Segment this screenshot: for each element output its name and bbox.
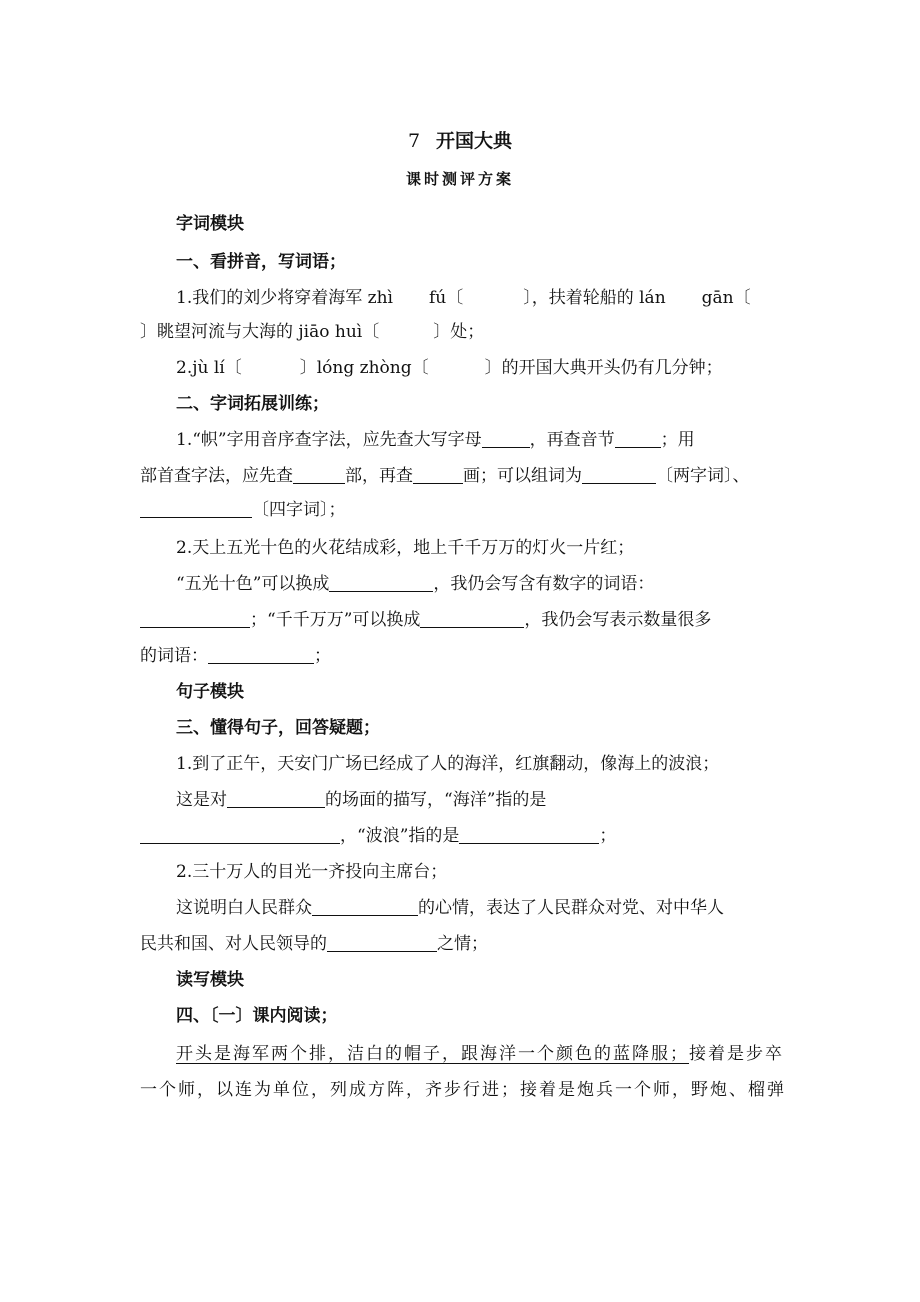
q3-item1-line1: 1.到了正午，天安门广场已经成了人的海洋，红旗翻动，像海上的波浪； [176,754,720,774]
q2-item2-line4: 的词语： ； [140,646,331,666]
q1-item1-line2: 〕眺望河流与大海的 jiāo huì〔 〕处； [140,322,485,342]
lesson-number: 7 [407,130,421,152]
answer-blank[interactable] [293,465,345,484]
q3-item2-line1: 2.三十万人的目光一齐投向主席台； [176,862,448,882]
answer-blank[interactable] [140,825,340,844]
q1-item1-line1: 1.我们的刘少将穿着海军 zhì fú〔 〕，扶着轮船的 lán gān〔 [176,288,751,308]
answer-blank[interactable] [327,933,437,952]
answer-blank[interactable] [582,465,656,484]
answer-blank[interactable] [459,825,599,844]
q3-item1-line3: ，“波浪”指的是 ； [140,824,780,848]
question-4-label: 四、〔一〕课内阅读； [176,1006,338,1026]
question-3-label: 三、懂得句子，回答疑题； [176,718,380,738]
answer-blank[interactable] [615,429,661,448]
passage-line2: 一个师，以连为单位，列成方阵，齐步行进；接着是炮兵一个师，野炮、榴弹 [140,1080,786,1100]
q2-item2-line2: “五光十色”可以换成 ，我仍会写含有数字的词语： [176,574,655,594]
question-1-label: 一、看拼音，写词语； [176,252,346,272]
answer-blank[interactable] [329,573,433,592]
module-heading-vocab: 字词模块 [176,214,244,234]
question-2-label: 二、字词拓展训练； [176,394,329,414]
q2-item2-line3: ；“千千万万”可以换成 ，我仍会写表示数量很多 [140,608,780,632]
answer-blank[interactable] [208,645,314,664]
answer-blank[interactable] [312,897,418,916]
lesson-title [0,126,920,153]
passage-underlined-sentence: 开头是海军两个排，洁白的帽子，跟海洋一个颜色的蓝降服； [176,1044,689,1064]
answer-blank[interactable] [227,789,325,808]
answer-blank[interactable] [413,465,463,484]
passage-line1: 开头是海军两个排，洁白的帽子，跟海洋一个颜色的蓝降服；接着是步卒 [176,1044,784,1064]
answer-blank[interactable] [140,609,250,628]
q2-item1-line3: 〔四字词〕； [140,498,780,522]
lesson-title-text: 开国大典 [436,130,513,152]
q2-item1-line2: 部首查字法，应先查 部，再查 画；可以组词为 〔两字词〕、 [140,466,750,486]
subtitle: 课时测评方案 [405,170,514,188]
q2-item2-line1: 2.天上五光十色的火花结成彩，地上千千万万的灯火一片红； [176,538,635,558]
q2-item1-line1: 1.“帜”字用音序查字法，应先查大写字母 ，再查音节 ；用 [176,430,695,450]
q3-item2-line2: 这说明白人民群众 的心情，表达了人民群众对党、对中华人 [176,898,724,918]
q3-item2-line3: 民共和国、对人民领导的 之情； [140,934,488,954]
q3-item1-line2: 这是对 的场面的描写，“海洋”指的是 [176,790,547,810]
answer-blank[interactable] [140,499,252,518]
module-heading-sentence: 句子模块 [176,682,244,702]
answer-blank[interactable] [482,429,530,448]
module-heading-reading: 读写模块 [176,970,244,990]
answer-blank[interactable] [420,609,524,628]
q1-item2: 2.jù lí〔 〕lóng zhòng〔 〕的开国大典开头仍有几分钟； [176,358,723,378]
